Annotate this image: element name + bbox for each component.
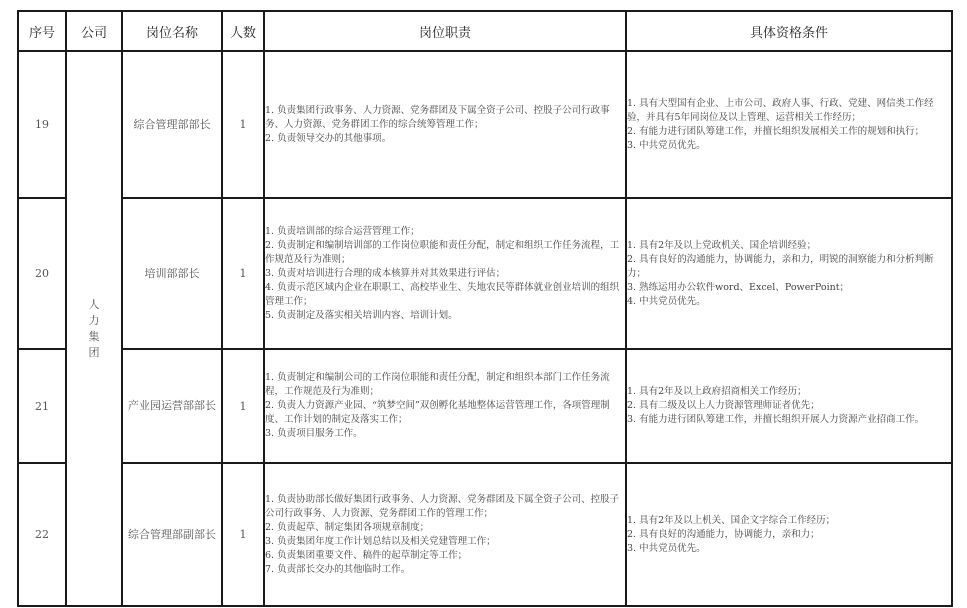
duty-item: 7. 负责部长交办的其他临时工作。 xyxy=(265,563,411,575)
requirement-item: 3. 有能力进行团队筹建工作，并擅长组织开展人力资源产业招商工作。 xyxy=(627,414,925,425)
position-title: 培训部部长 xyxy=(122,198,222,349)
headcount: 1 xyxy=(222,463,264,606)
duty-item: 1. 负责培训部的综合运营管理工作； xyxy=(265,225,420,237)
duty-item: 5. 负责制定及落实相关培训内容、培训计划。 xyxy=(265,309,458,321)
company-cell xyxy=(66,51,122,606)
duty-item: 6. 负责集团重要文件、稿件的起草制定等工作； xyxy=(265,549,468,561)
duties-cell xyxy=(264,463,626,606)
duty-item: 2. 负责领导交办的其他事项。 xyxy=(265,132,392,144)
table-header-row xyxy=(18,11,952,51)
duty-item: 2. 负责起草、制定集团各项规章制度； xyxy=(265,521,430,533)
table-row xyxy=(18,463,952,606)
header-serial-no: 序号 xyxy=(18,11,66,51)
requirement-item: 1. 具有2年及以上政府招商相关工作经历； xyxy=(627,386,807,397)
duty-item: 1. 负责制定和编制公司的工作岗位职能和责任分配，制定和组织本部门工作任务流程，工作规范及行为准则； xyxy=(265,372,610,397)
headcount: 1 xyxy=(222,51,264,198)
headcount: 1 xyxy=(222,349,264,463)
duty-item: 3. 负责对培训进行合理的成本核算并对其效果进行评估； xyxy=(265,267,506,279)
duty-item: 2. 负责制定和编制培训部的工作岗位职能和责任分配，制定和组织工作任务流程，工作规范及行为准则； xyxy=(265,239,620,265)
duties-cell xyxy=(264,198,626,349)
requirement-item: 3. 中共党员优先。 xyxy=(627,139,706,151)
duty-item: 1. 负责协助部长做好集团行政事务、人力资源、党务群团及下属全资子公司、控股子公司行政事务、人力资源、党务群团工作的管理工作； xyxy=(265,493,620,519)
duties-cell xyxy=(264,349,626,463)
requirement-item: 1. 具有2年及以上党政机关、国企培训经验； xyxy=(627,239,817,251)
job-positions-table xyxy=(17,10,953,607)
duties-cell xyxy=(264,51,626,198)
duty-item: 1. 负责集团行政事务、人力资源、党务群团及下属全资子公司、控股子公司行政事务、人力资源、党务群团工作的综合统筹管理工作； xyxy=(265,104,610,130)
header-headcount: 人数 xyxy=(222,11,264,51)
table-row xyxy=(18,198,952,349)
table-row xyxy=(18,51,952,198)
duty-item: 4. 负责示范区域内企业在职职工、高校毕业生、失地农民等群体就业创业培训的组织管理工作； xyxy=(265,281,620,307)
requirement-item: 2. 具有良好的沟通能力，协调能力，亲和力，明锐的洞察能力和分析判断力； xyxy=(627,253,934,279)
company-name: 人力集团 xyxy=(88,297,100,359)
position-title: 综合管理部部长 xyxy=(122,51,222,198)
requirement-item: 1. 具有大型国有企业、上市公司、政府人事、行政、党建、网信类工作经验，并具有5年同岗位及以上管理、运营相关工作经历； xyxy=(627,97,934,123)
header-duties: 岗位职责 xyxy=(264,11,626,51)
requirements-cell xyxy=(626,463,952,606)
requirement-item: 1. 具有2年及以上机关、国企文字综合工作经历； xyxy=(627,514,836,526)
requirements-cell xyxy=(626,51,952,198)
requirement-item: 2. 具有良好的沟通能力，协调能力，亲和力； xyxy=(627,528,820,540)
serial-no: 21 xyxy=(18,349,66,463)
duty-item: 2. 负责人力资源产业园、“筑梦空间”双创孵化基地整体运营管理工作，各项管理制度、工作计划的制定及落实工作； xyxy=(265,400,610,425)
position-title: 产业园运营部部长 xyxy=(122,349,222,463)
requirements-cell xyxy=(626,198,952,349)
requirements-cell xyxy=(626,349,952,463)
requirement-item: 3. 熟练运用办公软件word、Excel、PowerPoint； xyxy=(627,281,850,293)
position-title: 综合管理部副部长 xyxy=(122,463,222,606)
serial-no: 20 xyxy=(18,198,66,349)
header-company: 公司 xyxy=(66,11,122,51)
requirement-item: 2. 有能力进行团队筹建工作，并擅长组织发展相关工作的规划和执行； xyxy=(627,125,925,137)
serial-no: 22 xyxy=(18,463,66,606)
duty-item: 3. 负责项目服务工作。 xyxy=(265,428,363,439)
requirement-item: 4. 中共党员优先。 xyxy=(627,295,706,307)
table-row xyxy=(18,349,952,463)
header-requirements: 具体资格条件 xyxy=(626,11,952,51)
duty-item: 3. 负责集团年度工作计划总结以及相关党建管理工作； xyxy=(265,535,496,547)
requirement-item: 3. 中共党员优先。 xyxy=(627,542,706,554)
requirement-item: 2. 具有二级及以上人力资源管理师证者优先； xyxy=(627,400,820,411)
header-position-name: 岗位名称 xyxy=(122,11,222,51)
serial-no: 19 xyxy=(18,51,66,198)
headcount: 1 xyxy=(222,198,264,349)
